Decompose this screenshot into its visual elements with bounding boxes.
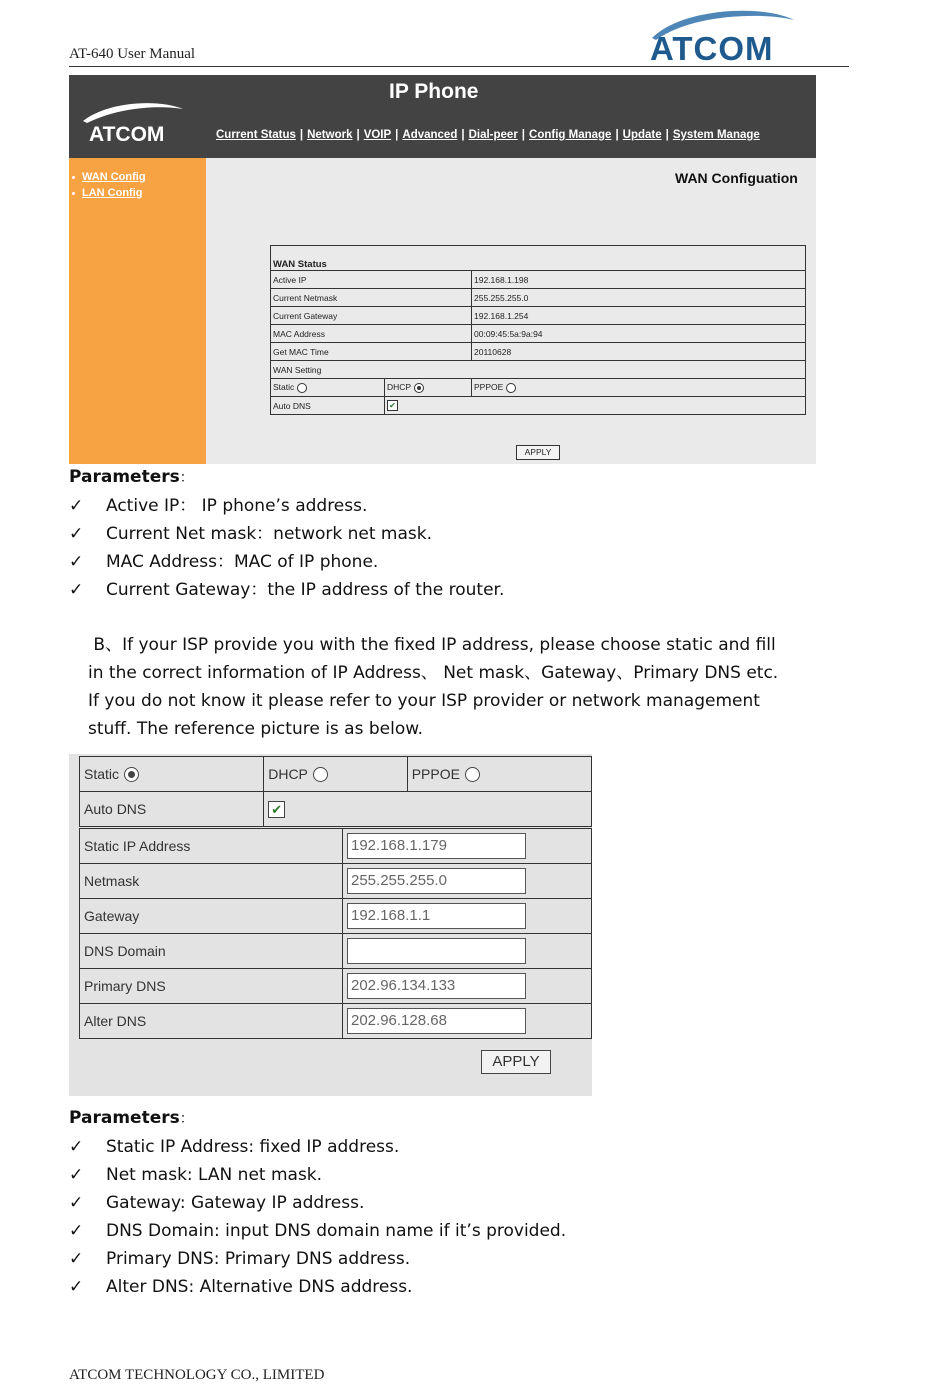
table-row: Primary DNS 202.96.134.133 (80, 969, 592, 1004)
table-row: Static IP Address 192.168.1.179 (80, 829, 592, 864)
check-icon: ✓ (69, 1193, 84, 1213)
bullet-icon (72, 176, 75, 179)
gateway-input[interactable]: 192.168.1.1 (347, 903, 526, 929)
page-heading: WAN Configuation (675, 170, 798, 186)
atcom-brand-logo (79, 101, 189, 145)
check-icon: ✓ (69, 552, 84, 572)
netmask-input[interactable]: 255.255.255.0 (347, 868, 526, 894)
apply-button[interactable]: APPLY (516, 445, 560, 460)
list-item: ✓ Static IP Address: fixed IP address. (69, 1133, 566, 1161)
static-ip-input[interactable]: 192.168.1.179 (347, 833, 526, 859)
check-icon: ✓ (69, 1277, 84, 1297)
body-paragraph: B、If your ISP provide you with the fixed IP address, please choose static and fill in the correct information of IP Address、 Net mask、Gateway、Primary DNS etc. If you do not know it please refer to your ISP provider or network management stuff. The reference picture is as below. (88, 635, 779, 739)
static-radio[interactable] (297, 383, 307, 393)
nav-network[interactable]: Network (307, 129, 353, 141)
primary-dns-input[interactable]: 202.96.134.133 (347, 973, 526, 999)
table-row: Active IP 192.168.1.198 (271, 271, 806, 289)
nav-current-status[interactable]: Current Status (216, 129, 296, 141)
sidebar-item-lan-config[interactable]: LAN Config (82, 187, 143, 199)
manual-title: AT-640 User Manual (69, 46, 196, 62)
parameters-list (69, 1133, 566, 1301)
nav-update[interactable]: Update (622, 129, 662, 141)
static-ip-screenshot (69, 754, 592, 1096)
check-icon: ✓ (69, 1249, 84, 1269)
static-radio[interactable] (124, 767, 139, 782)
table-row: Netmask 255.255.255.0 (80, 864, 592, 899)
list-item: ✓ DNS Domain: input DNS domain name if it’s provided. (69, 1217, 566, 1245)
check-icon: ✓ (69, 1137, 84, 1157)
auto-dns-label: Auto DNS (271, 397, 385, 415)
wan-status-table (270, 245, 806, 415)
sidebar (69, 158, 206, 464)
static-option[interactable]: Static (271, 379, 385, 397)
table-row: MAC Address 00:09:45:5a:9a:94 (271, 325, 806, 343)
apply-button[interactable]: APPLY (481, 1050, 551, 1074)
check-icon: ✓ (69, 524, 84, 544)
static-option[interactable]: Static (80, 757, 264, 792)
list-item: ✓ Primary DNS: Primary DNS address. (69, 1245, 566, 1273)
main-nav: Current Status | Network | VOIP | Advanced | Dial-peer | Config Manage | Update | System Manage (216, 129, 764, 141)
list-item: ✓ Alter DNS: Alternative DNS address. (69, 1273, 566, 1301)
list-item: ✓ Gateway: Gateway IP address. (69, 1189, 566, 1217)
list-item: ✓ Current Net mask：network net mask. (69, 520, 504, 548)
top-bar (69, 75, 816, 158)
dhcp-option[interactable]: DHCP (385, 379, 472, 397)
dhcp-option[interactable]: DHCP (264, 757, 407, 792)
check-icon: ✓ (69, 1221, 84, 1241)
static-ip-fields (79, 828, 592, 1039)
pppoe-radio[interactable] (465, 767, 480, 782)
nav-voip[interactable]: VOIP (363, 129, 392, 141)
dhcp-radio[interactable] (414, 383, 424, 393)
auto-dns-checkbox[interactable]: ✔ (387, 400, 398, 411)
check-icon: ✓ (69, 1165, 84, 1185)
auto-dns-checkbox[interactable]: ✔ (268, 801, 285, 818)
header-rule (69, 66, 849, 67)
list-item: ✓ Net mask: LAN net mask. (69, 1161, 566, 1189)
table-header: WAN Status (271, 246, 806, 271)
svg-text:ATCOM: ATCOM (89, 123, 165, 145)
pppoe-radio[interactable] (506, 383, 516, 393)
table-row: DNS Domain (80, 934, 592, 969)
app-title: IP Phone (389, 80, 479, 103)
static-ip-table (79, 756, 592, 827)
list-item: ✓ MAC Address：MAC of IP phone. (69, 548, 504, 576)
pppoe-option[interactable]: PPPOE (472, 379, 806, 397)
auto-dns-label: Auto DNS (80, 792, 264, 827)
check-icon: ✓ (69, 580, 84, 600)
nav-system-manage[interactable]: System Manage (672, 129, 760, 141)
table-row: Current Netmask 255.255.255.0 (271, 289, 806, 307)
parameters-heading: Parameters： (69, 467, 194, 487)
nav-advanced[interactable]: Advanced (402, 129, 458, 141)
table-row: Get MAC Time 20110628 (271, 343, 806, 361)
bullet-icon (72, 192, 75, 195)
list-item: ✓ Active IP： IP phone’s address. (69, 492, 504, 520)
svg-text:ATCOM: ATCOM (650, 30, 774, 66)
wan-config-screenshot (69, 75, 816, 464)
nav-dial-peer[interactable]: Dial-peer (468, 129, 518, 141)
parameters-heading: Parameters： (69, 1108, 194, 1128)
list-item: ✓ Current Gateway：the IP address of the router. (69, 576, 504, 604)
table-row: Alter DNS 202.96.128.68 (80, 1004, 592, 1039)
sidebar-item-wan-config[interactable]: WAN Config (82, 171, 146, 183)
check-icon: ✓ (69, 496, 84, 516)
pppoe-option[interactable]: PPPOE (407, 757, 591, 792)
dns-domain-input[interactable] (347, 938, 526, 964)
atcom-logo (632, 6, 802, 66)
parameters-list (69, 492, 504, 604)
alter-dns-input[interactable]: 202.96.128.68 (347, 1008, 526, 1034)
wan-setting-label: WAN Setting (271, 361, 806, 379)
table-row: Current Gateway 192.168.1.254 (271, 307, 806, 325)
page-footer: ATCOM TECHNOLOGY CO., LIMITED (69, 1367, 325, 1383)
dhcp-radio[interactable] (313, 767, 328, 782)
nav-config-manage[interactable]: Config Manage (529, 129, 612, 141)
table-row: Gateway 192.168.1.1 (80, 899, 592, 934)
